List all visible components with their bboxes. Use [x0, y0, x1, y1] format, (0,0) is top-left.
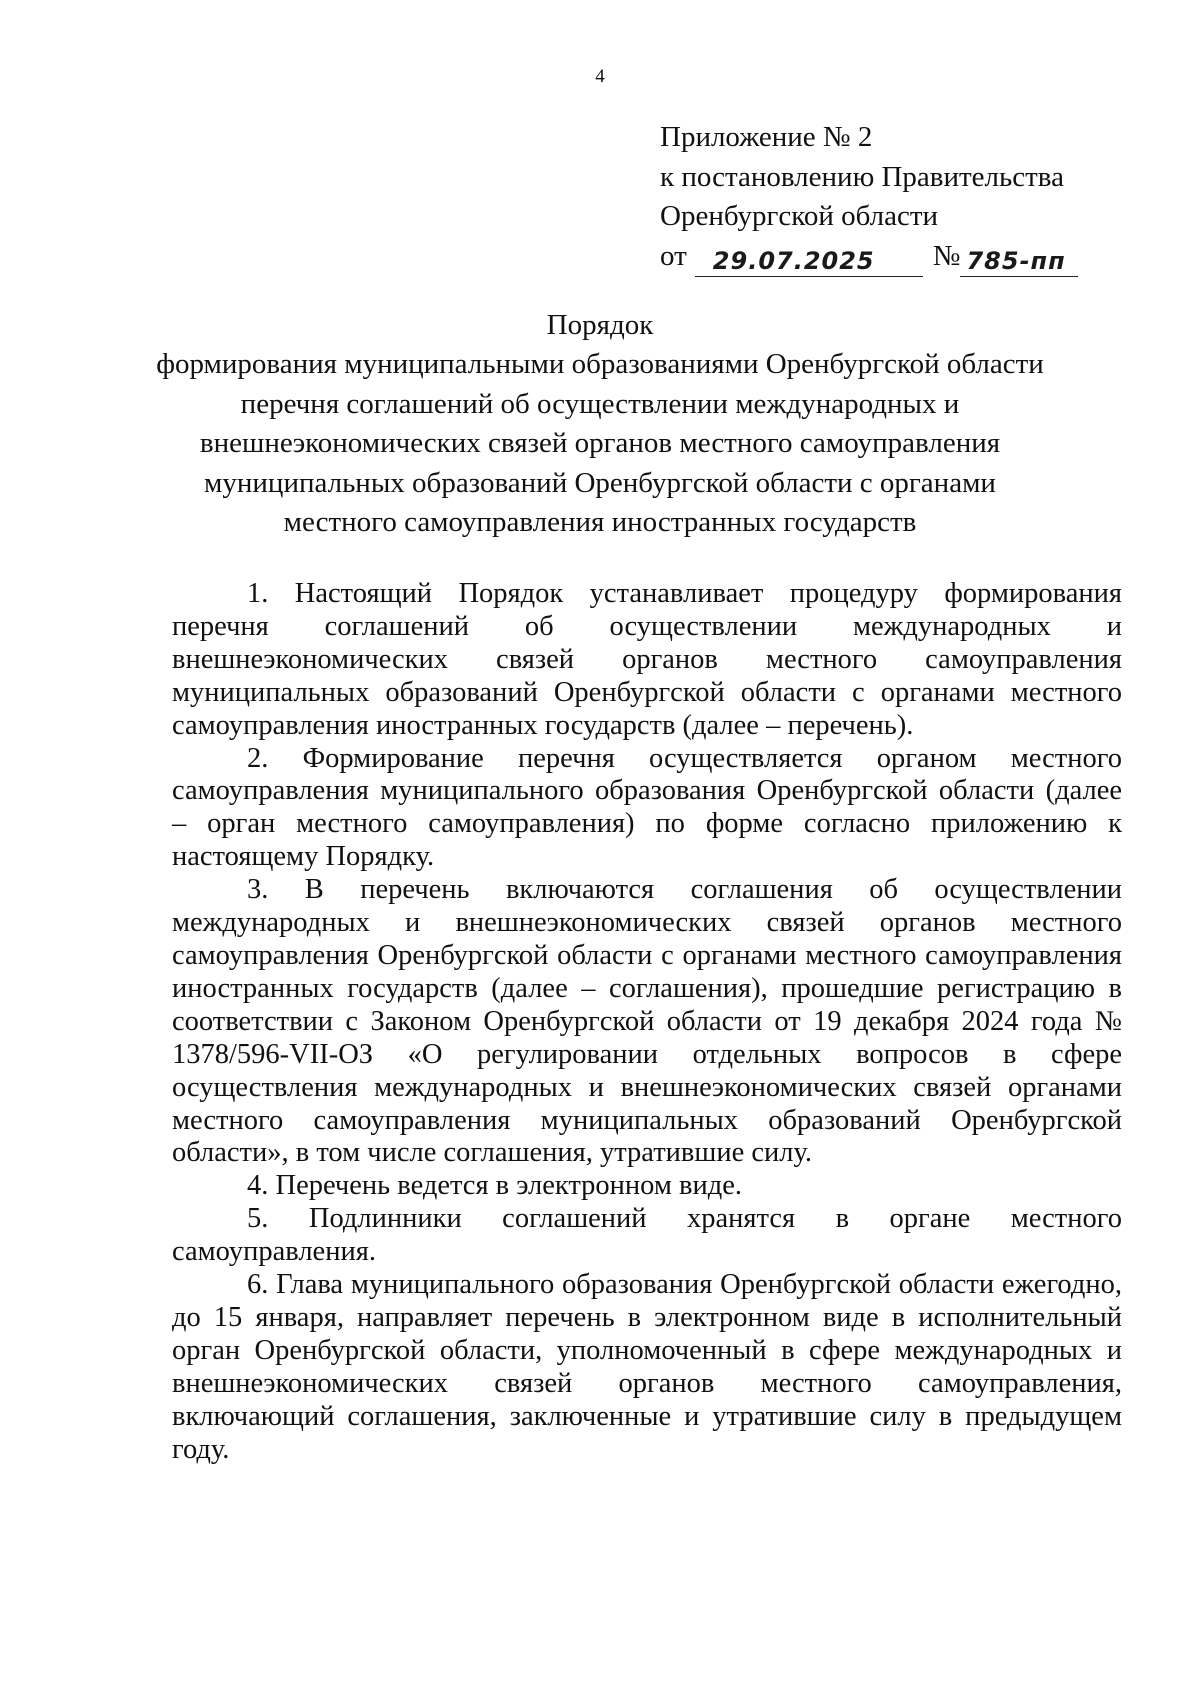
paragraph-1: 1. Настоящий Порядок устанавливает процедуру формирования перечня соглашений об осуществлении международных и внешнеэкономических связей органов местного самоуправления муниципальных образований Оренбургской области с органами местного самоуправления иностранных государств (далее – перечень). — [172, 578, 1122, 741]
paragraph-4: 4. Перечень ведется в электронном виде. — [247, 1170, 742, 1202]
paragraph-3: 3. В перечень включаются соглашения об осуществлении международных и внешнеэкономических связей органов местного самоуправления Оренбургской области с органами местного самоуправления иностранных государств (далее – соглашения), прошедшие регистрацию в соответствии с Законом Оренбургской области от 19 декабря 2024 года № 1378/596-VII-ОЗ «О регулировании отдельных вопросов в сфере осуществления международных и внешнеэкономических связей органами местного самоуправления муниципальных образований Оренбургской области», в том числе соглашения, утратившие силу. — [172, 874, 1122, 1169]
paragraph-2: 2. Формирование перечня осуществляется органом местного самоуправления муниципального образования Оренбургской области (далее – орган местного самоуправления) по форме согласно приложению к настоящему Порядку. — [172, 742, 1122, 873]
document-title — [0, 306, 1200, 543]
title-line: перечня соглашений об осуществлении международных и — [240, 387, 960, 420]
title-line: внешнеэкономических связей органов местного самоуправления — [199, 427, 1001, 460]
page-number: 4 — [595, 66, 605, 87]
number-prefix: № — [932, 240, 961, 273]
appendix-title: Приложение № 2 — [660, 121, 873, 153]
title-line: формирования муниципальными образованиями Оренбургской области — [156, 348, 1044, 381]
paragraph-5: 5. Подлинники соглашений хранятся в органе местного самоуправления. — [172, 1203, 1122, 1268]
title-heading: Порядок — [546, 309, 654, 341]
handwritten-number: 785-пп — [960, 247, 1078, 277]
paragraph-6: 6. Глава муниципального образования Оренбургской области ежегодно, до 15 января, направляет перечень в электронном виде в исполнительный орган Оренбургской области, уполномоченный в сфере международных и внешнеэкономических связей органов местного самоуправления, включающий соглашения, заключенные и утратившие силу в предыдущем году. — [172, 1269, 1122, 1465]
handwritten-date: 29.07.2025 — [695, 247, 923, 277]
title-line: муниципальных образований Оренбургской области с органами — [204, 466, 996, 499]
appendix-reference: к постановлению Правительства — [660, 160, 1064, 193]
date-prefix: от — [660, 240, 687, 273]
appendix-region: Оренбургской области — [660, 200, 939, 233]
title-line: местного самоуправления иностранных государств — [283, 506, 917, 539]
appendix-header — [660, 118, 1078, 277]
appendix-date-number-line — [660, 237, 1078, 277]
document-body — [172, 578, 1122, 1466]
